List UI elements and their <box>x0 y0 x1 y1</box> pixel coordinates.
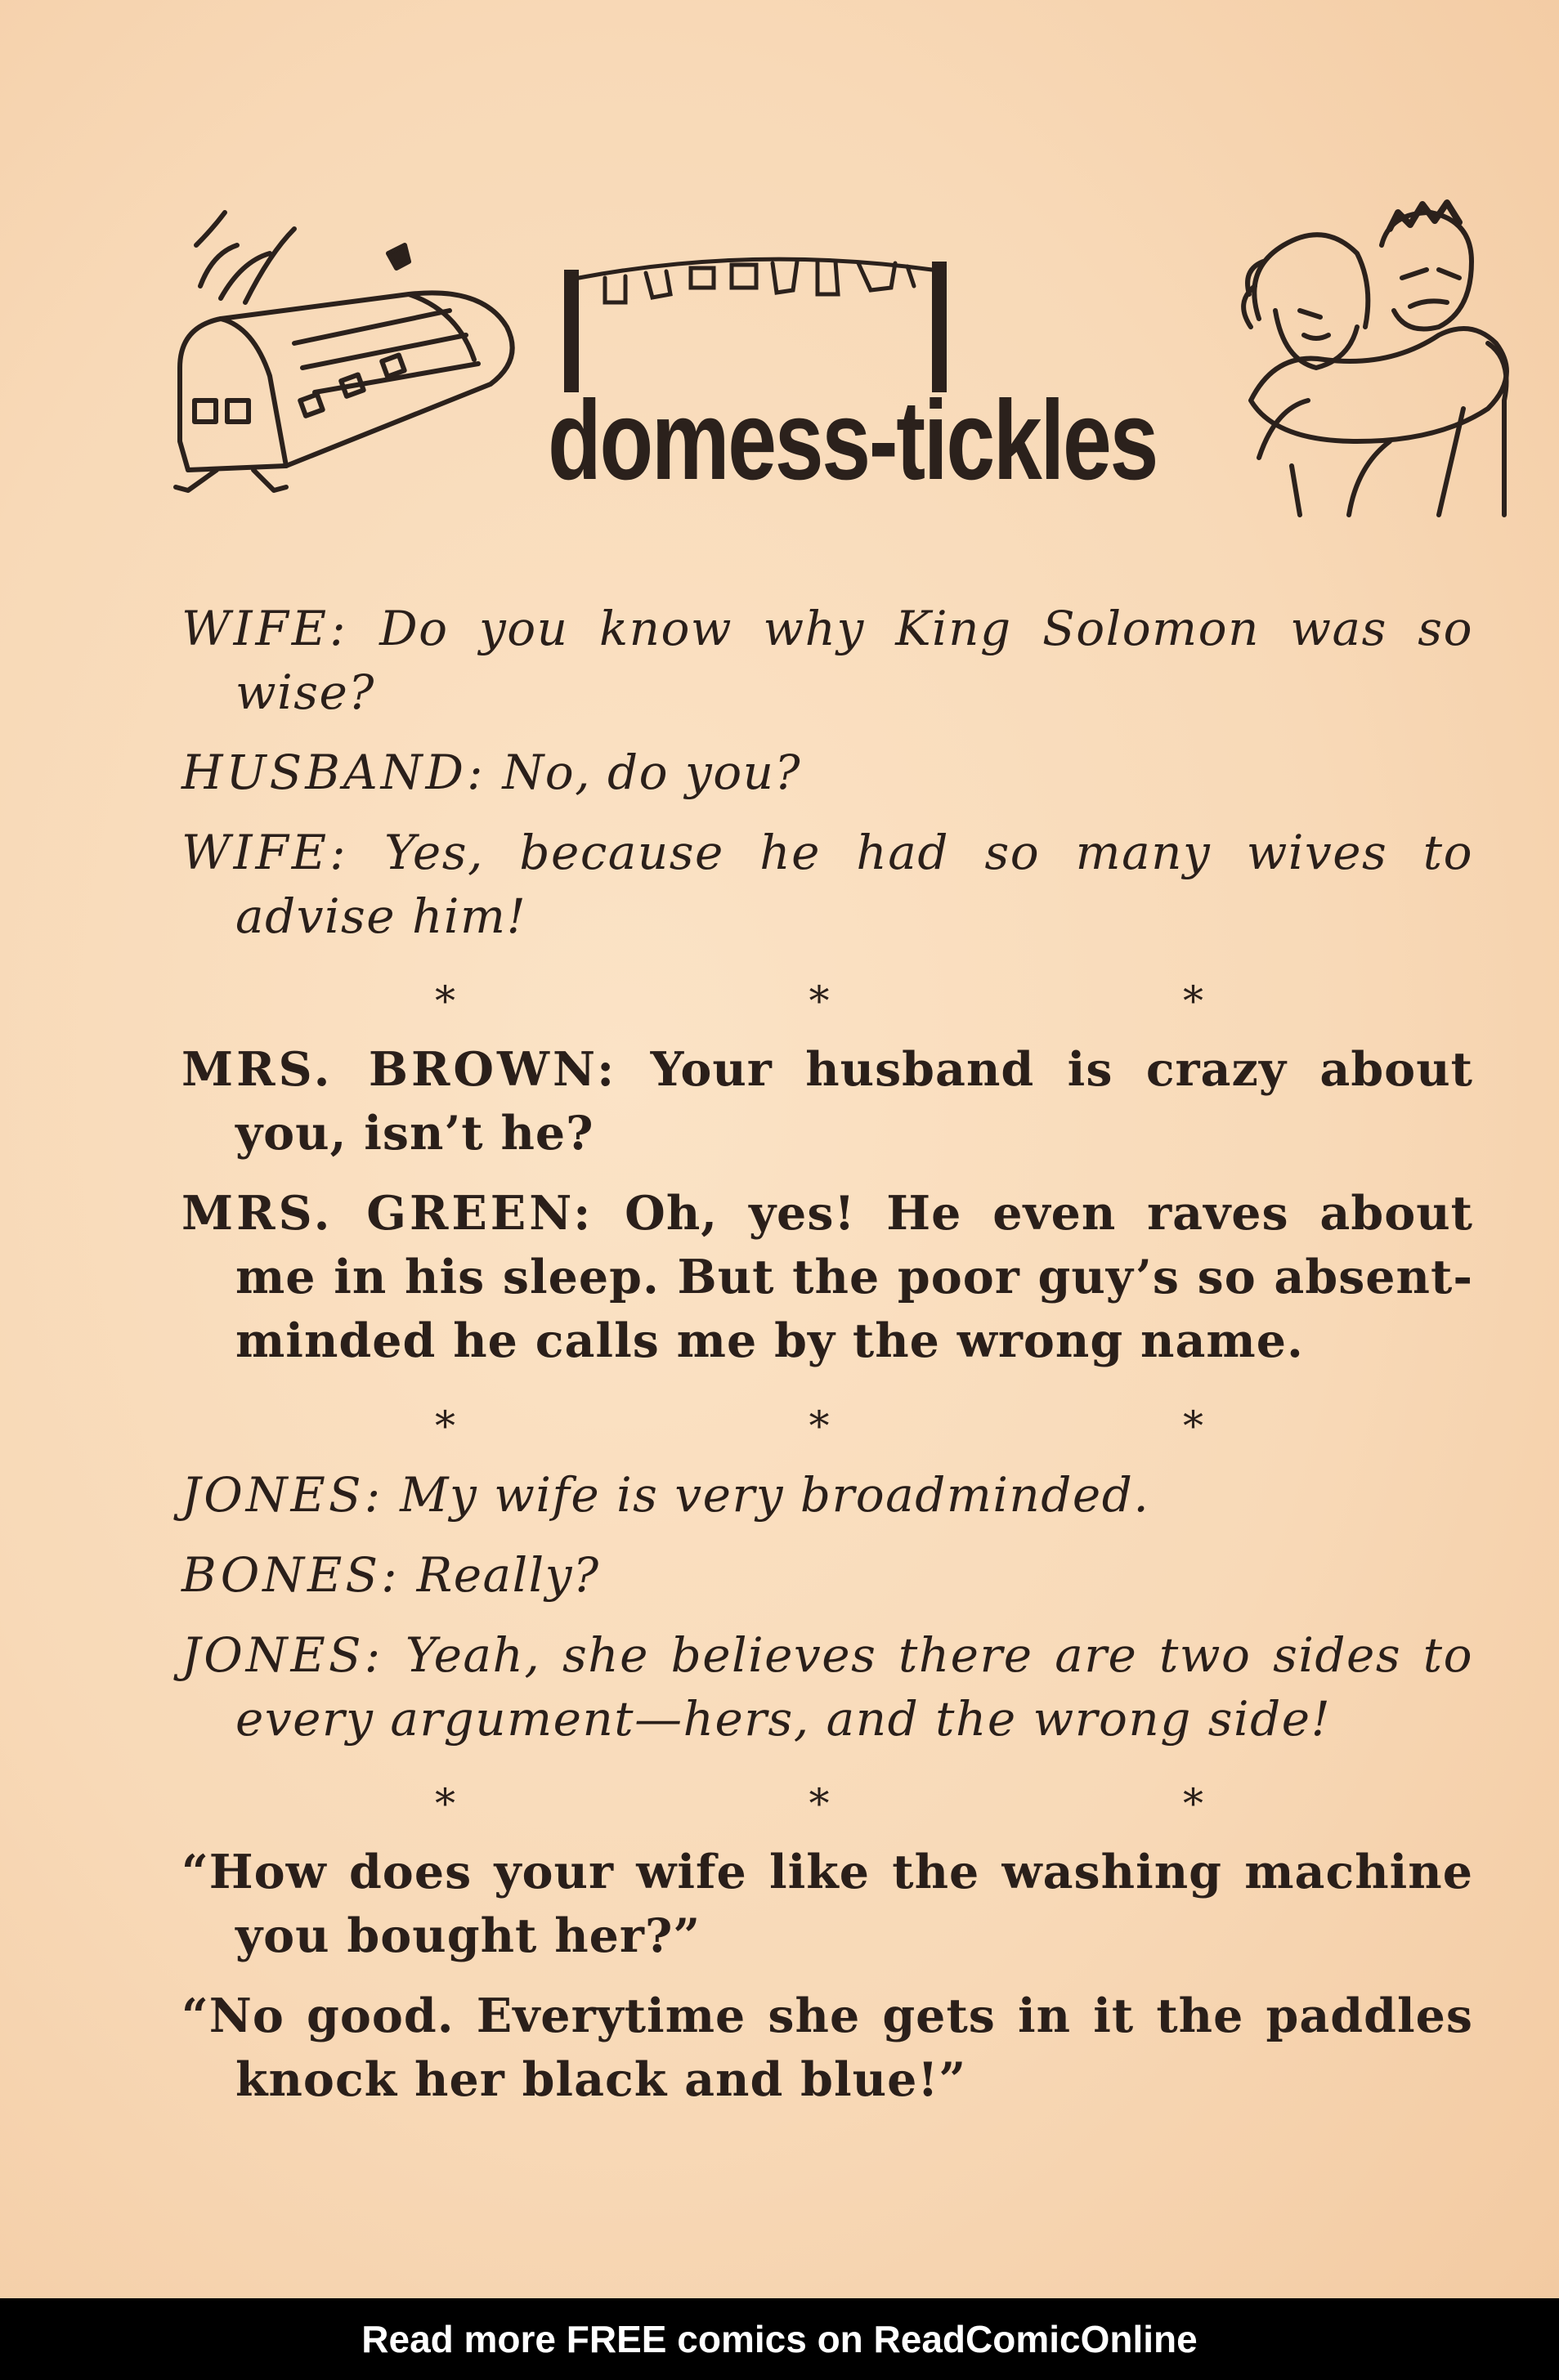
separator <box>181 1389 1473 1463</box>
page-title: domess-tickles <box>548 378 1158 503</box>
dialogue-text: Your husband is crazy about you, isn’t he? <box>235 1042 1473 1161</box>
clothesline-icon <box>548 212 1202 400</box>
asterisk: * <box>435 1402 455 1450</box>
dialogue-text: Yeah, she believes there are two sides to every argument—hers, and the wrong side! <box>235 1627 1474 1747</box>
joke-line <box>181 1841 1473 1968</box>
asterisk: * <box>809 1780 830 1828</box>
dialogue-text: No, do you? <box>502 745 802 800</box>
asterisk: * <box>435 1780 455 1828</box>
speaker-label: HUSBAND: <box>181 745 486 800</box>
dialogue-text: Oh, yes! He even raves about me in his sleep. But the poor guy’s so absent-minded he calls me by the wrong name. <box>235 1186 1473 1368</box>
asterisk: * <box>809 978 830 1025</box>
speaker-label: MRS. BROWN: <box>181 1042 618 1097</box>
footer-banner[interactable]: Read more FREE comics on ReadComicOnline <box>0 2298 1559 2380</box>
dialogue-text: Do you know why King Solomon was so wise? <box>235 601 1473 720</box>
joke-line <box>181 1463 1473 1527</box>
jokes-body <box>181 597 1473 2128</box>
joke-line <box>181 1543 1473 1607</box>
speaker-label: BONES: <box>181 1547 401 1603</box>
separator <box>181 1767 1473 1841</box>
joke-block <box>181 1038 1473 1389</box>
dialogue-text: “No good. Everytime she gets in it the paddles knock her black and blue!” <box>181 1989 1473 2107</box>
dialogue-text: Yes, because he had so many wives to advise him! <box>235 825 1474 944</box>
joke-line <box>181 740 1473 804</box>
quonset-hut-illustration <box>164 196 540 523</box>
asterisk: * <box>435 978 455 1025</box>
joke-block <box>181 1841 1473 2128</box>
speaker-label: JONES: <box>181 1467 384 1523</box>
joke-block <box>181 1463 1473 1767</box>
asterisk: * <box>1183 1780 1203 1828</box>
joke-line <box>181 1984 1473 2112</box>
dialogue-text: Really? <box>416 1547 600 1603</box>
asterisk: * <box>809 1402 830 1450</box>
speaker-label: WIFE: <box>181 825 349 880</box>
joke-line <box>181 821 1473 948</box>
title-block <box>548 212 1202 507</box>
joke-line <box>181 1182 1473 1373</box>
joke-line <box>181 1623 1473 1751</box>
joke-block <box>181 597 1473 964</box>
speaker-label: WIFE: <box>181 601 349 656</box>
speaker-label: JONES: <box>181 1627 384 1683</box>
speaker-label: MRS. GREEN: <box>181 1186 594 1241</box>
asterisk: * <box>1183 978 1203 1025</box>
dialogue-text: “How does your wife like the washing machine you bought her?” <box>181 1845 1473 1963</box>
couple-illustration <box>1226 196 1537 523</box>
dialogue-text: My wife is very broadminded. <box>400 1467 1150 1523</box>
separator <box>181 964 1473 1038</box>
header <box>155 180 1537 531</box>
joke-line <box>181 1038 1473 1165</box>
asterisk: * <box>1183 1402 1203 1450</box>
joke-line <box>181 597 1473 724</box>
